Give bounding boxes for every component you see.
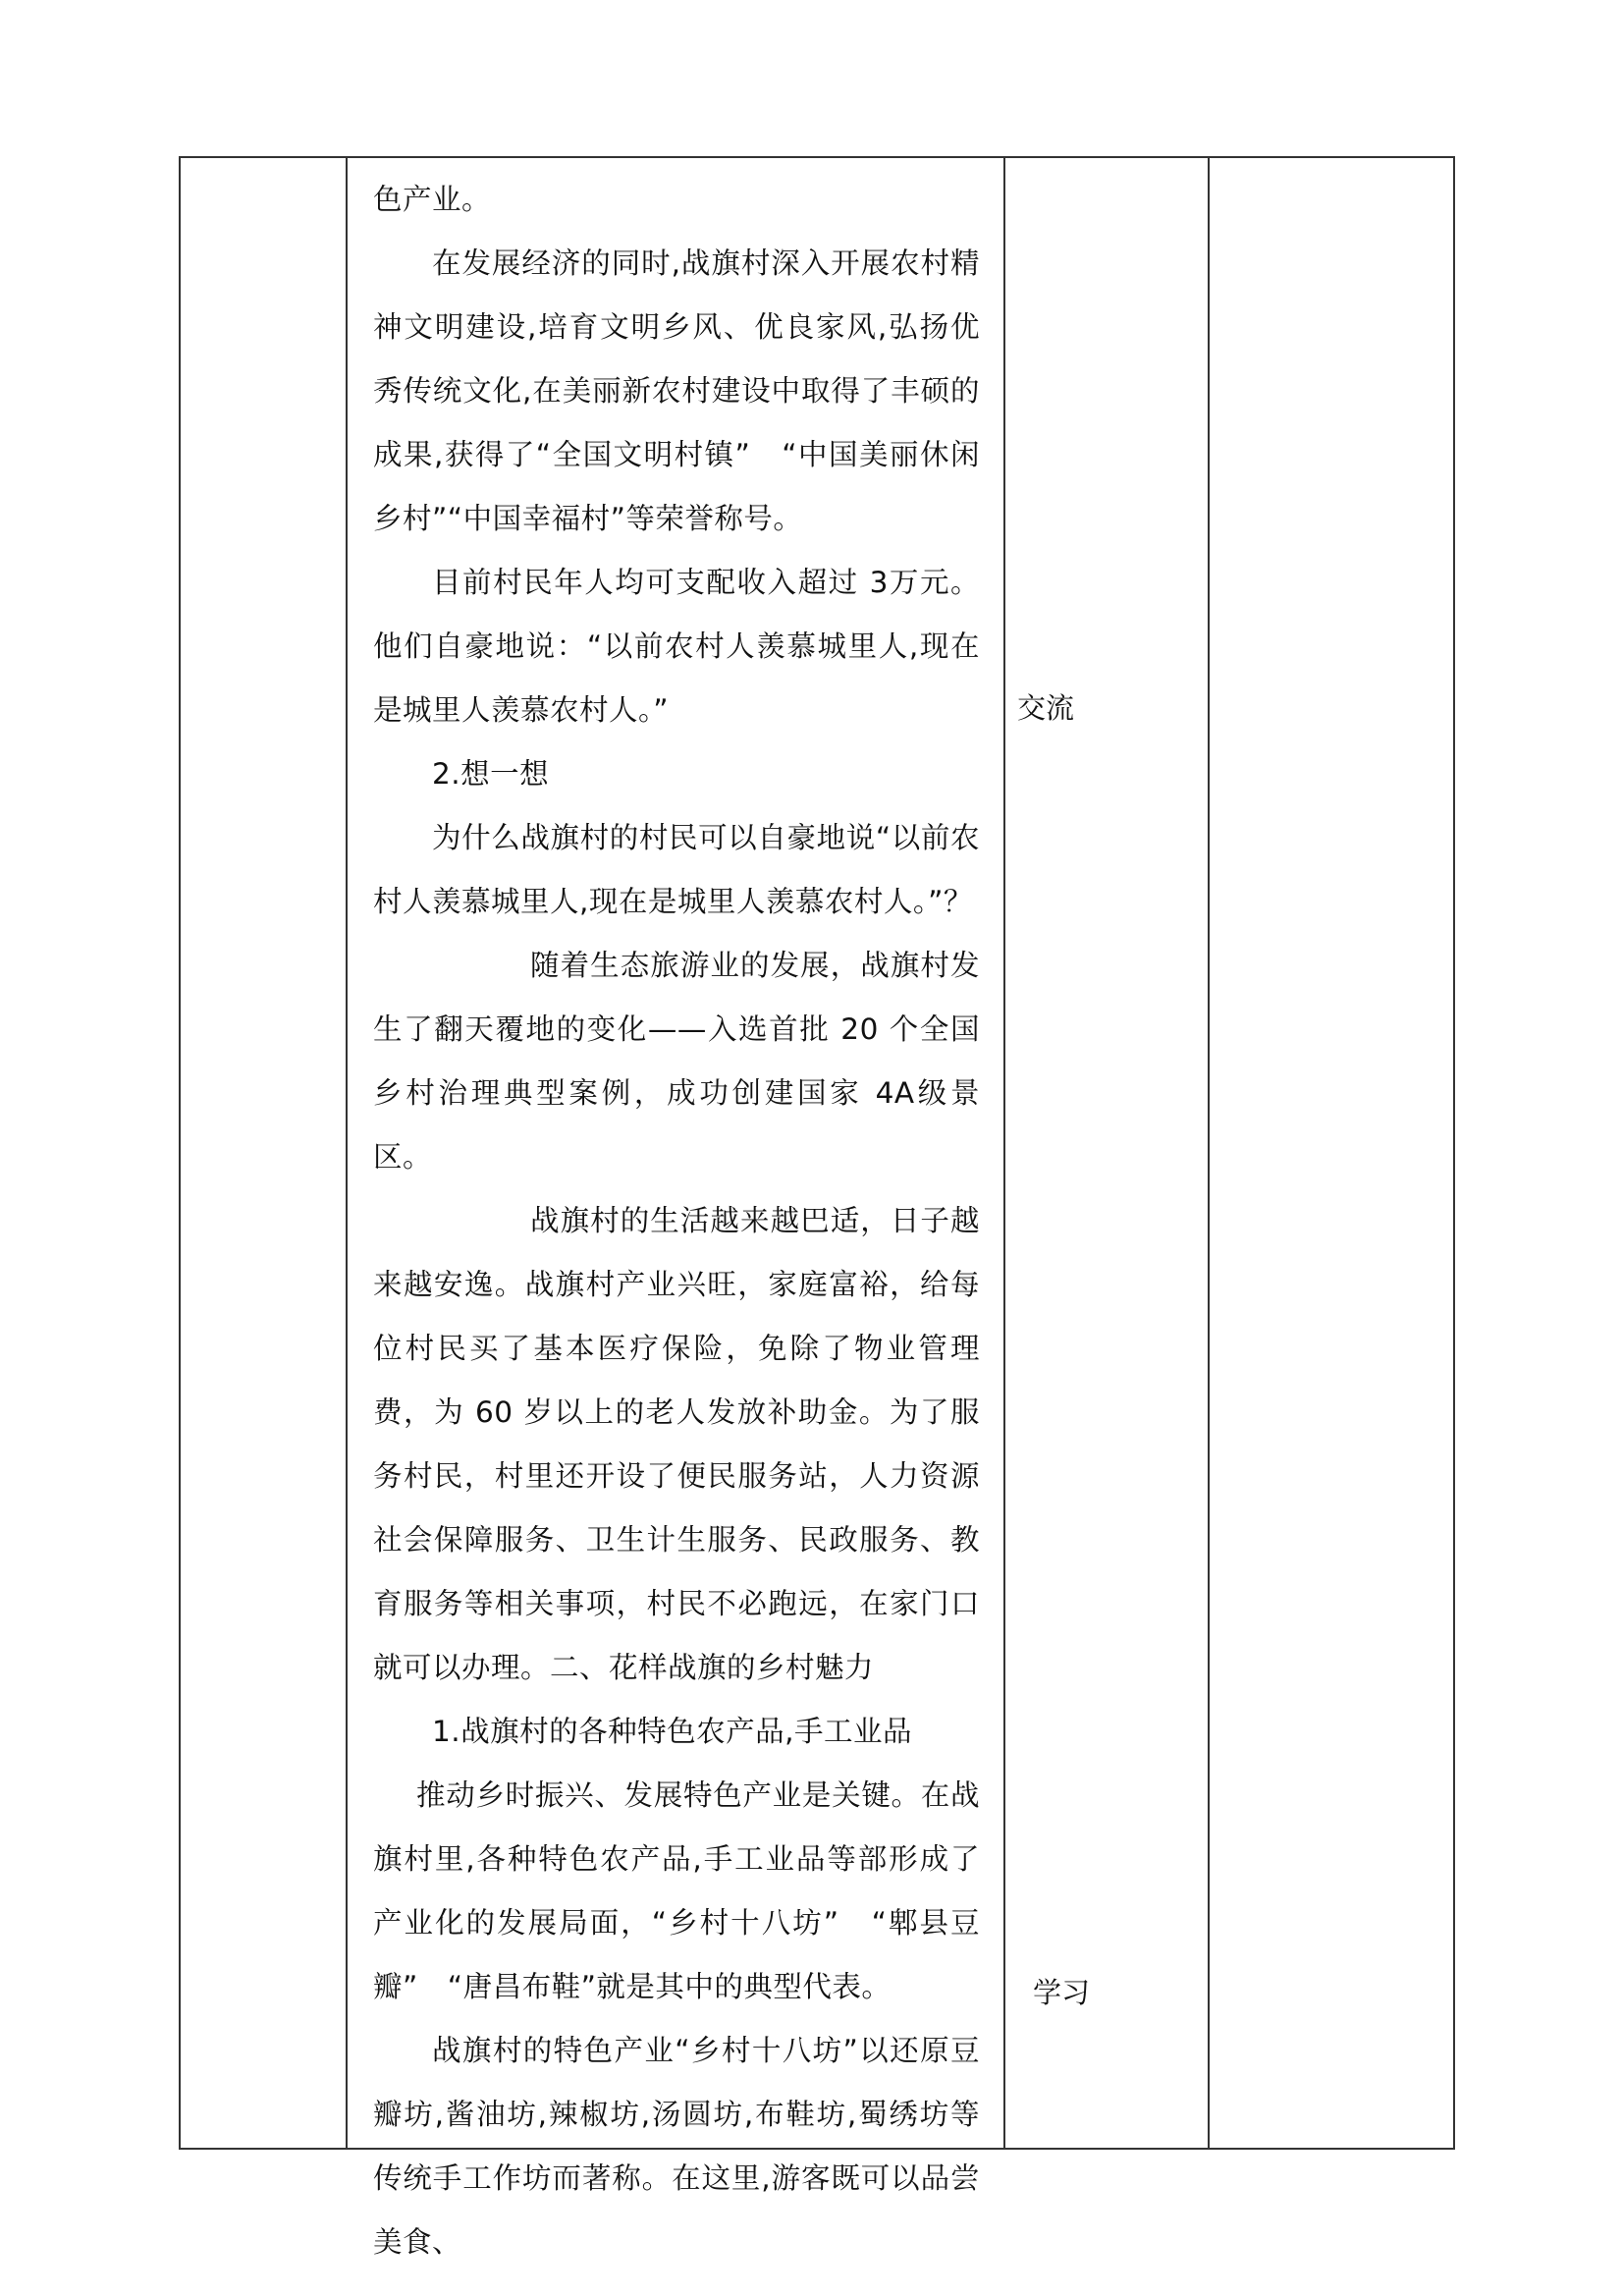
activity-exchange: 交流 (1017, 691, 1075, 725)
paragraph-3: 目前村民年人均可支配收入超过 3万元。他们自豪地说：“以前农村人羡慕城里人,现在是城里人羡慕农村人。” (373, 566, 980, 727)
paragraph-development: 随着生态旅游业的发展，战旗村发生了翻天覆地的变化——入选首批 20 个全国乡村治理典型案例，成功创建国家 4A级景区。 (373, 949, 980, 1174)
section-heading-products: 1.战旗村的各种特色农产品,手工业品 (432, 1715, 913, 1748)
paragraph-workshops: 战旗村的特色产业“乡村十八坊”以还原豆瓣坊,酱油坊,辣椒坊,汤圆坊,布鞋坊,蜀绣坊等传统手工作坊而著称。在这里,游客既可以品尝美食、 (373, 2034, 980, 2259)
paragraph-question: 为什么战旗村的村民可以自豪地说“以前农村人羡慕城里人,现在是城里人羡慕农村人。”？ (373, 821, 980, 918)
paragraph-2: 在发展经济的同时,战旗村深入开展农村精神文明建设,培育文明乡风、优良家风,弘扬优秀传统文化,在美丽新农村建设中取得了丰硕的成果,获得了“全国文明村镇” “中国美丽休闲乡村”“中国幸福村”等荣誉称号。 (373, 246, 980, 535)
paragraph-industry: 推动乡时振兴、发展特色产业是关键。在战旗村里,各种特色农产品,手工业品等部形成了产业化的发展局面，“乡村十八坊” “郫县豆瓣” “唐昌布鞋”就是其中的典型代表。 (373, 1778, 980, 2003)
column-divider-3 (1208, 158, 1210, 2148)
section-heading-think: 2.想一想 (432, 757, 550, 791)
lesson-content-column (357, 158, 996, 2259)
lesson-plan-table (179, 156, 1455, 2259)
column-divider-2 (1003, 158, 1005, 2148)
paragraph-1: 色产业。 (373, 183, 492, 216)
activity-study: 学习 (1033, 1976, 1091, 2009)
paragraph-life: 战旗村的生活越来越巴适，日子越来越安逸。战旗村产业兴旺，家庭富裕，给每位村民买了基本医疗保险，免除了物业管理费，为 60 岁以上的老人发放补助金。为了服务村民，村里还开设了便民服务站，人力资源社会保障服务、卫生计生服务、民政服务、教育服务等相关事项，村民不必跑远，在家门口就可以办理。二、花样战旗的乡村魅力 (373, 1204, 980, 1684)
column-divider-1 (346, 158, 348, 2148)
